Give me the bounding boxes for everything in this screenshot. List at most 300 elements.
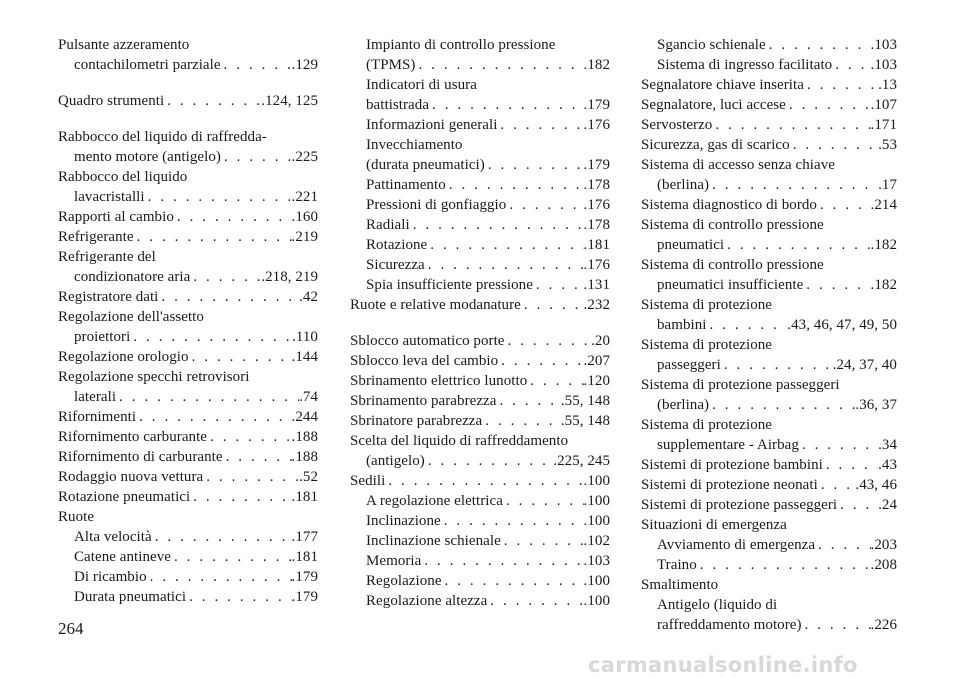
dot-leader — [485, 155, 584, 175]
dot-leader — [503, 491, 584, 511]
dot-leader — [823, 455, 878, 475]
dot-leader — [487, 591, 583, 611]
entry-line — [366, 591, 610, 611]
entry-line — [366, 55, 610, 75]
entry-term: Di ricambio — [74, 569, 147, 585]
entry-line — [58, 447, 318, 467]
entry-term: Sicurezza, gas di scarico — [641, 137, 790, 153]
index-entry — [58, 407, 318, 427]
page-reference: .102 — [583, 533, 610, 549]
index-column-3 — [641, 35, 897, 635]
entry-line — [641, 95, 897, 115]
entry-term: Sistema di protezione — [641, 337, 773, 353]
dot-leader — [385, 471, 583, 491]
index-entry — [350, 35, 610, 75]
entry-term: Radiali — [366, 217, 410, 233]
dot-leader — [190, 487, 291, 507]
index-entry — [350, 195, 610, 215]
page-reference: .178 — [583, 217, 610, 233]
entry-line — [58, 267, 318, 287]
entry-line — [58, 387, 318, 407]
index-entry — [641, 515, 897, 535]
dot-leader — [425, 255, 584, 275]
entry-line — [350, 331, 610, 351]
dot-leader — [410, 215, 584, 235]
page-reference: .43, 46 — [855, 477, 897, 493]
entry-line — [641, 435, 897, 455]
index-entry — [350, 551, 610, 571]
index-entry — [58, 247, 318, 287]
dot-leader — [832, 55, 870, 75]
entry-line — [74, 527, 318, 547]
entry-line — [641, 115, 897, 135]
entry-term: Sistema diagnostico di bordo — [641, 197, 817, 213]
entry-term: Sistemi di protezione neonati — [641, 477, 818, 493]
dot-leader — [147, 567, 292, 587]
index-entry — [350, 75, 610, 115]
entry-line — [58, 187, 318, 207]
page-reference: .100 — [583, 473, 610, 489]
entry-term: Rabbocco del liquido — [58, 169, 188, 185]
index-entry — [350, 275, 610, 295]
page-reference: .124, 125 — [261, 93, 318, 109]
dot-leader — [707, 315, 788, 335]
entry-term: (berlina) — [657, 177, 710, 193]
dot-leader — [425, 451, 553, 471]
page-reference: .179 — [583, 97, 610, 113]
entry-line — [366, 215, 610, 235]
page-reference: .225 — [291, 149, 318, 165]
entry-term: Traino — [657, 557, 697, 573]
page-reference: .176 — [583, 257, 610, 273]
dot-leader — [190, 267, 261, 287]
entry-term: Alta velocità — [74, 529, 152, 545]
entry-line — [350, 391, 610, 411]
index-entry — [641, 595, 897, 635]
index-entry — [58, 467, 318, 487]
index-entry — [350, 175, 610, 195]
entry-term: Sblocco automatico porte — [350, 333, 505, 349]
entry-term: Sistemi di protezione passeggeri — [641, 497, 838, 513]
index-entry — [641, 555, 897, 575]
dot-leader — [802, 615, 871, 635]
page-reference: .43, 46, 47, 49, 50 — [787, 317, 897, 333]
entry-term: Rifornimento carburante — [58, 429, 208, 445]
entry-line — [641, 475, 897, 495]
entry-term: Durata pneumatici — [74, 589, 187, 605]
dot-leader — [799, 435, 878, 455]
entry-term: bambini — [657, 317, 707, 333]
page-reference: .36, 37 — [855, 397, 897, 413]
dot-leader — [186, 587, 291, 607]
index-entry — [641, 375, 897, 415]
entry-term: contachilometri parziale — [74, 57, 221, 73]
entry-line — [58, 147, 318, 167]
page-reference: .179 — [291, 589, 318, 605]
entry-term: Regolazione altezza — [366, 593, 488, 609]
entry-line — [641, 135, 897, 155]
index-entry — [641, 35, 897, 55]
index-entry — [58, 567, 318, 587]
page-reference: .179 — [291, 569, 318, 585]
entry-term: Pressioni di gonfiaggio — [366, 197, 507, 213]
entry-line — [366, 95, 610, 115]
entry-term: Rifornimenti — [58, 409, 137, 425]
entry-term: Refrigerante del — [58, 249, 156, 265]
index-entry — [641, 575, 897, 595]
index-entry — [350, 371, 610, 391]
dot-leader — [152, 527, 292, 547]
entry-term: Sbrinamento elettrico lunotto — [350, 373, 528, 389]
page-reference: .182 — [583, 57, 610, 73]
dot-leader — [415, 55, 583, 75]
entry-term: (TPMS) — [366, 57, 416, 73]
page-reference: .182 — [870, 277, 897, 293]
page-reference: .225, 245 — [553, 453, 610, 469]
entry-term: Sistema di controllo pressione — [641, 257, 824, 273]
entry-line — [657, 55, 897, 75]
index-entry — [641, 115, 897, 135]
entry-line — [641, 495, 897, 515]
entry-line — [58, 287, 318, 307]
index-entry — [350, 531, 610, 551]
dot-leader — [171, 547, 292, 567]
entry-term: Sicurezza — [366, 257, 425, 273]
entry-term: Sblocco leva del cambio — [350, 353, 499, 369]
index-entry — [58, 127, 318, 167]
entry-line — [657, 555, 897, 575]
entry-term: condizionatore aria — [74, 269, 191, 285]
entry-line — [350, 471, 610, 491]
page-reference: .103 — [870, 37, 897, 53]
dot-leader — [766, 35, 871, 55]
page-reference: .244 — [291, 409, 318, 425]
dot-leader — [527, 371, 583, 391]
entry-term: Impianto di controllo pressione — [366, 37, 556, 53]
dot-leader — [174, 207, 292, 227]
entry-term: Regolazione dell'assetto — [58, 309, 204, 325]
dot-leader — [427, 235, 583, 255]
index-entry — [641, 415, 897, 455]
entry-term: Rabbocco del liquido di raffredda- — [58, 129, 267, 145]
entry-term: Scelta del liquido di raffreddamento — [350, 433, 569, 449]
index-entry — [641, 215, 897, 255]
dot-leader — [496, 391, 560, 411]
index-entry — [350, 591, 610, 611]
page-reference: .43 — [878, 457, 897, 473]
entry-line — [366, 235, 610, 255]
dot-leader — [441, 511, 584, 531]
dot-leader — [207, 427, 292, 447]
index-entry — [641, 135, 897, 155]
entry-line — [350, 351, 610, 371]
index-entry — [58, 367, 318, 407]
entry-term: Sistema di protezione — [641, 417, 773, 433]
dot-leader — [837, 495, 878, 515]
entry-term: mento motore (antigelo) — [74, 149, 221, 165]
page-reference: .55, 148 — [560, 413, 610, 429]
page-reference: .110 — [292, 329, 318, 345]
page-reference: .221 — [291, 189, 318, 205]
entry-term: Sbrinatore parabrezza — [350, 413, 483, 429]
page-reference: .178 — [583, 177, 610, 193]
page-reference: .182 — [870, 237, 897, 253]
entry-term: Segnalatore, luci accese — [641, 97, 786, 113]
page-reference: .177 — [291, 529, 318, 545]
index-entry — [58, 507, 318, 527]
entry-term: (durata pneumatici) — [366, 157, 485, 173]
dot-leader — [421, 551, 583, 571]
entry-term: Spia insufficiente pressione — [366, 277, 533, 293]
entry-line — [366, 511, 610, 531]
page-reference: .103 — [870, 57, 897, 73]
dot-leader — [446, 175, 584, 195]
index-entry — [641, 195, 897, 215]
index-entry — [350, 431, 610, 471]
entry-line — [58, 55, 318, 75]
index-entry — [350, 471, 610, 491]
page-reference: .226 — [870, 617, 897, 633]
entry-term: Rodaggio nuova vettura — [58, 469, 204, 485]
entry-line — [366, 155, 610, 175]
page-reference: .176 — [583, 117, 610, 133]
entry-line — [366, 571, 610, 591]
page-reference: .131 — [583, 277, 610, 293]
entry-term: Regolazione specchi retrovisori — [58, 369, 250, 385]
entry-line — [58, 91, 318, 111]
index-entry — [58, 227, 318, 247]
index-entry — [350, 391, 610, 411]
page-reference: .144 — [291, 349, 318, 365]
entry-line — [58, 347, 318, 367]
page-reference: .188 — [291, 449, 318, 465]
entry-term: Sistema di protezione passeggeri — [641, 377, 840, 393]
page-reference: .100 — [583, 573, 610, 589]
entry-line — [641, 175, 897, 195]
dot-leader — [164, 91, 261, 111]
page-reference: .100 — [583, 593, 610, 609]
dot-leader — [221, 147, 292, 167]
dot-leader — [116, 387, 299, 407]
entry-line — [641, 195, 897, 215]
entry-line — [641, 275, 897, 295]
entry-line — [350, 411, 610, 431]
dot-leader — [505, 331, 592, 351]
dot-leader — [203, 467, 299, 487]
dot-leader — [506, 195, 583, 215]
entry-line — [74, 587, 318, 607]
index-entry — [641, 535, 897, 555]
entry-line — [366, 275, 610, 295]
entry-line — [366, 255, 610, 275]
entry-term: Ruote e relative modanature — [350, 297, 521, 313]
page-reference: .129 — [291, 57, 318, 73]
page-reference: .53 — [878, 137, 897, 153]
dot-leader — [697, 555, 871, 575]
dot-leader — [497, 115, 583, 135]
index-column-2 — [350, 35, 610, 611]
entry-term: Registratore dati — [58, 289, 159, 305]
index-entry — [350, 331, 610, 351]
page-reference: .181 — [583, 237, 610, 253]
entry-line — [350, 451, 610, 471]
entry-line — [657, 615, 897, 635]
entry-term: Sbrinamento parabrezza — [350, 393, 497, 409]
dot-leader — [790, 135, 878, 155]
page-reference: .17 — [878, 177, 897, 193]
page-reference: .188 — [291, 429, 318, 445]
dot-leader — [786, 95, 871, 115]
index-entry — [350, 491, 610, 511]
index-entry — [350, 511, 610, 531]
entry-line — [74, 567, 318, 587]
index-entry — [58, 307, 318, 347]
index-entry — [58, 527, 318, 547]
index-entry — [58, 447, 318, 467]
dot-leader — [134, 227, 292, 247]
page-reference: .203 — [870, 537, 897, 553]
index-entry — [641, 475, 897, 495]
index-entry — [641, 455, 897, 475]
entry-line — [58, 427, 318, 447]
dot-leader — [724, 235, 870, 255]
entry-term: Inclinazione schienale — [366, 533, 501, 549]
page-reference: .181 — [291, 549, 318, 565]
dot-leader — [429, 95, 584, 115]
entry-line — [366, 531, 610, 551]
entry-term: Indicatori di usura — [366, 77, 477, 93]
entry-term: proiettori — [74, 329, 131, 345]
entry-term: Pattinamento — [366, 177, 446, 193]
entry-term: Invecchiamento — [366, 137, 463, 153]
page-reference: .208 — [870, 557, 897, 573]
page-reference: .207 — [583, 353, 610, 369]
entry-term: (antigelo) — [366, 453, 425, 469]
entry-term: Sistema di controllo pressione — [641, 217, 824, 233]
entry-term: pneumatici insufficiente — [657, 277, 804, 293]
entry-term: Antigelo (liquido di — [657, 597, 778, 613]
index-entry — [350, 215, 610, 235]
page-reference: .214 — [870, 197, 897, 213]
entry-line — [657, 35, 897, 55]
entry-term: Sistema di accesso senza chiave — [641, 157, 835, 173]
page-reference: .100 — [583, 513, 610, 529]
entry-term: Quadro strumenti — [58, 93, 165, 109]
entry-line — [366, 551, 610, 571]
entry-term: A regolazione elettrica — [366, 493, 503, 509]
entry-term: Sgancio schienale — [657, 37, 766, 53]
entry-term: Regolazione — [366, 573, 442, 589]
index-entry — [350, 571, 610, 591]
dot-leader — [533, 275, 584, 295]
dot-leader — [815, 535, 871, 555]
entry-term: Sistema di ingresso facilitato — [657, 57, 833, 73]
index-entry — [58, 547, 318, 567]
entry-term: Rotazione — [366, 237, 428, 253]
page-reference: .24, 37, 40 — [832, 357, 897, 373]
entry-term: Segnalatore chiave inserita — [641, 77, 804, 93]
index-entry — [350, 411, 610, 431]
entry-term: Inclinazione — [366, 513, 441, 529]
dot-leader — [158, 287, 299, 307]
entry-line — [58, 467, 318, 487]
dot-leader — [130, 327, 292, 347]
index-entry — [641, 95, 897, 115]
dot-leader — [818, 475, 856, 495]
dot-leader — [136, 407, 291, 427]
watermark: carmanualsonline.info — [588, 653, 858, 677]
entry-line — [58, 227, 318, 247]
page-reference: .107 — [870, 97, 897, 113]
entry-line — [366, 115, 610, 135]
index-entry — [350, 115, 610, 135]
page-reference: .34 — [878, 437, 897, 453]
index-entry — [58, 287, 318, 307]
page-reference: .52 — [299, 469, 318, 485]
entry-line — [657, 535, 897, 555]
entry-line — [641, 315, 897, 335]
page-reference: .13 — [878, 77, 897, 93]
index-column-1 — [58, 35, 318, 607]
entry-term: Informazioni generali — [366, 117, 498, 133]
index-entry — [58, 91, 318, 111]
page-reference: .219 — [291, 229, 318, 245]
entry-term: (berlina) — [657, 397, 710, 413]
entry-line — [641, 455, 897, 475]
entry-term: Regolazione orologio — [58, 349, 189, 365]
entry-line — [58, 207, 318, 227]
index-entry — [350, 235, 610, 255]
index-entry — [58, 487, 318, 507]
entry-term: Rapporti al cambio — [58, 209, 174, 225]
entry-term: Pulsante azzeramento — [58, 37, 190, 53]
index-entry — [58, 347, 318, 367]
entry-term: Rotazione pneumatici — [58, 489, 191, 505]
entry-term: Sistema di protezione — [641, 297, 773, 313]
dot-leader — [521, 295, 584, 315]
entry-term: Sistemi di protezione bambini — [641, 457, 823, 473]
page-reference: .100 — [583, 493, 610, 509]
index-entry — [641, 55, 897, 75]
entry-line — [350, 371, 610, 391]
page-reference: .218, 219 — [261, 269, 318, 285]
entry-term: Memoria — [366, 553, 422, 569]
page-reference: .74 — [299, 389, 318, 405]
page-reference: .181 — [291, 489, 318, 505]
page-reference: .232 — [583, 297, 610, 313]
entry-line — [366, 195, 610, 215]
entry-line — [641, 355, 897, 375]
entry-term: Avviamento di emergenza — [657, 537, 816, 553]
page-number: 264 — [58, 619, 84, 638]
index-entry — [641, 335, 897, 375]
dot-leader — [145, 187, 292, 207]
page-reference: .42 — [299, 289, 318, 305]
index-entry — [58, 35, 318, 75]
dot-leader — [442, 571, 584, 591]
dot-leader — [804, 75, 878, 95]
entry-term: battistrada — [366, 97, 430, 113]
page-reference: .176 — [583, 197, 610, 213]
index-entry — [641, 495, 897, 515]
index-entry — [350, 255, 610, 275]
index-entry — [58, 167, 318, 207]
entry-term: raffreddamento motore) — [657, 617, 802, 633]
dot-leader — [498, 351, 583, 371]
entry-line — [350, 295, 610, 315]
dot-leader — [803, 275, 870, 295]
entry-term: pneumatici — [657, 237, 725, 253]
